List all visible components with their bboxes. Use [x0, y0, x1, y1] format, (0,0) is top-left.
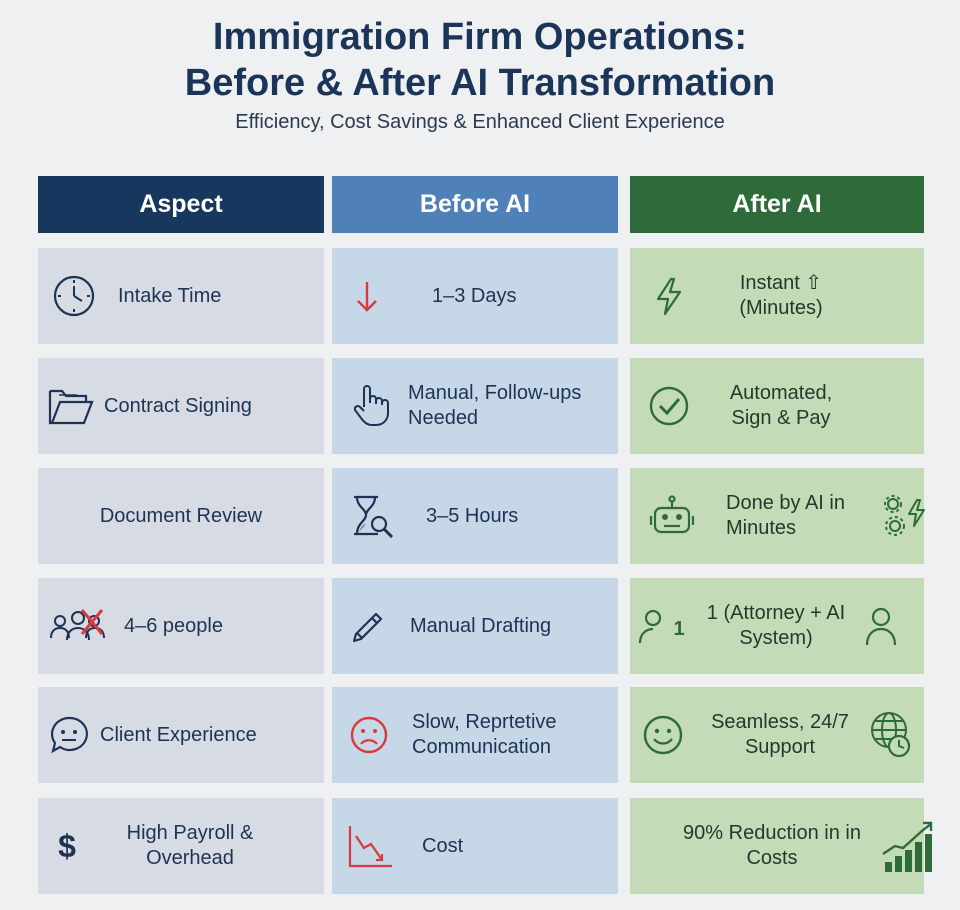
- aspect-cell-payroll: [38, 798, 324, 894]
- after-cell-client-experience: [630, 687, 924, 783]
- check-circle-icon: [630, 385, 708, 427]
- gear-lightning-icon: [876, 492, 932, 540]
- hourglass-search-icon: [332, 492, 412, 540]
- aspect-cell-document-review: [38, 468, 324, 564]
- aspect-label: 4–6 people: [124, 614, 223, 637]
- svg-text:$: $: [58, 828, 76, 864]
- clock-icon: [38, 274, 110, 318]
- after-label: Instant ⇧ (Minutes): [739, 272, 823, 319]
- after-ai-column: [630, 176, 924, 869]
- svg-text:1: 1: [673, 618, 685, 640]
- aspect-column: [38, 176, 324, 869]
- before-label: Manual Drafting: [410, 614, 552, 637]
- arrow-down-icon: [332, 278, 402, 314]
- before-label: Cost: [422, 834, 464, 857]
- folder-icon: [38, 385, 104, 427]
- lightning-icon: [630, 276, 708, 316]
- aspect-cell-staff: [38, 578, 324, 674]
- page-subtitle: Efficiency, Cost Savings & Enhanced Client Experience: [235, 111, 725, 133]
- before-cell-document-review: [332, 468, 618, 564]
- after-cell-payroll: [630, 798, 924, 894]
- before-ai-header: Before AI: [332, 176, 618, 233]
- pencil-icon: [332, 606, 404, 646]
- chat-face-icon: [38, 714, 100, 756]
- aspect-cell-client-experience: [38, 687, 324, 783]
- after-label: Done by AI in Minutes: [726, 492, 845, 539]
- before-cell-client-experience: [332, 687, 618, 783]
- before-label: Manual, Follow-ups Needed: [408, 382, 582, 429]
- aspect-label: Intake Time: [118, 284, 222, 307]
- aspect-label: High Payroll & Overhead: [126, 822, 254, 869]
- after-cell-document-review: [630, 468, 924, 564]
- globe-clock-icon: [864, 710, 916, 760]
- sad-face-icon: [332, 715, 406, 755]
- aspect-cell-intake-time: [38, 248, 324, 344]
- chart-down-icon: [332, 822, 408, 870]
- before-cell-contract-signing: [332, 358, 618, 454]
- person-icon: [856, 605, 906, 647]
- page-title-line-1: Immigration Firm Operations:: [212, 16, 748, 58]
- aspect-label: Contract Signing: [104, 394, 252, 417]
- after-label: 90% Reduction in in Costs: [683, 822, 861, 869]
- before-cell-intake-time: [332, 248, 618, 344]
- dollar-icon: [38, 826, 96, 866]
- robot-icon: [630, 492, 714, 540]
- after-cell-contract-signing: [630, 358, 924, 454]
- before-label: 1–3 Days: [432, 284, 517, 307]
- page-title-line-2: Before & After AI Transformation: [184, 62, 776, 104]
- smile-face-icon: [630, 714, 696, 756]
- after-cell-staff: [630, 578, 924, 674]
- aspect-header: Aspect: [38, 176, 324, 233]
- after-label: Automated, Sign & Pay: [729, 382, 833, 429]
- after-label: 1 (Attorney + AI System): [706, 602, 846, 649]
- person-one-icon: [630, 607, 696, 645]
- chart-up-icon: [874, 818, 944, 874]
- after-ai-header: After AI: [630, 176, 924, 233]
- before-label: Slow, Reprtetive Communication: [412, 711, 557, 758]
- hand-pointer-icon: [332, 383, 408, 429]
- aspect-label: Document Review: [99, 504, 263, 527]
- before-cell-staff: [332, 578, 618, 674]
- before-label: 3–5 Hours: [426, 504, 519, 527]
- aspect-label: Client Experience: [100, 723, 257, 746]
- before-ai-column: [332, 176, 618, 857]
- after-cell-intake-time: [630, 248, 924, 344]
- before-cell-payroll: [332, 798, 618, 894]
- after-label: Seamless, 24/7 Support: [711, 711, 849, 758]
- people-crossed-icon: [38, 604, 118, 648]
- aspect-cell-contract-signing: [38, 358, 324, 454]
